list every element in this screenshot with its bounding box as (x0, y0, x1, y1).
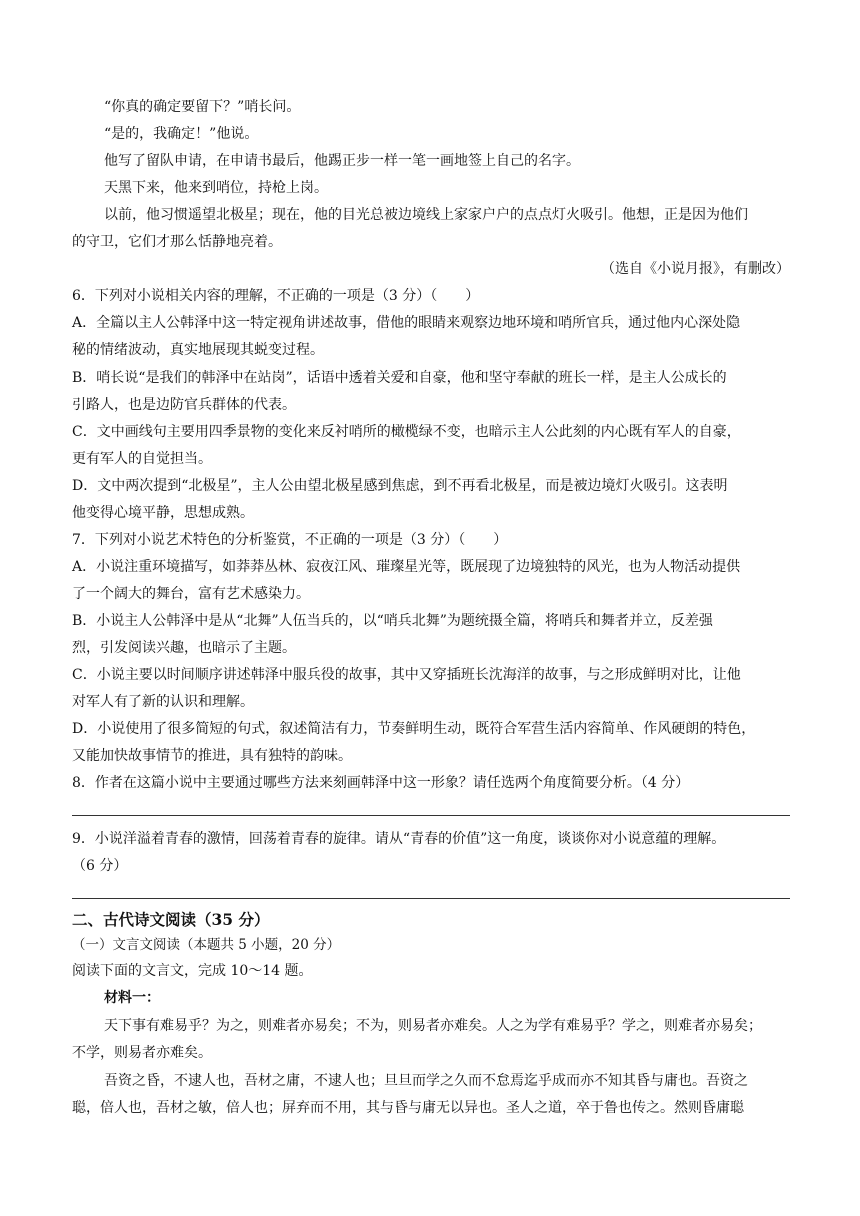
q6-stem: 6．下列对小说相关内容的理解，不正确的一项是（3 分）（ ） (72, 288, 480, 304)
q6-option-c-line1: C．文中画线句主要用四季景物的变化来反衬哨所的橄榄绿不变，也暗示主人公此刻的内心既有军人的自豪， (72, 424, 741, 440)
q8-stem: 8．作者在这篇小说中主要通过哪些方法来刻画韩泽中这一形象？请任选两个角度简要分析。（4 分） (72, 775, 690, 791)
q6-option-d-line2: 他变得心境平静，思想成熟。 (72, 505, 254, 521)
source-note: （选自《小说月报》，有删改） (601, 261, 790, 277)
q6-option-b-line1: B．哨长说“是我们的韩泽中在站岗”，话语中透着关爱和自豪，他和坚守奉献的班长一样，是主人公成长的 (72, 370, 727, 386)
story-line-5: 以前，他习惯遥望北极星；现在，他的目光总被边境线上家家户户的点点灯火吸引。他想，正是因为他们 (104, 207, 748, 223)
story-line-1: “你真的确定要留下？”哨长问。 (104, 99, 301, 115)
q6-option-b-line2: 引路人，也是边防官兵群体的代表。 (72, 397, 296, 413)
q7-option-a-line2: 了一个阔大的舞台，富有艺术感染力。 (72, 586, 310, 602)
story-line-2: “是的，我确定！”他说。 (104, 126, 259, 142)
story-line-4: 天黑下来，他来到哨位，持枪上岗。 (104, 180, 328, 196)
q7-option-a-line1: A．小说注重环境描写，如莽莽丛林、寂夜江风、璀璨星光等，既展现了边境独特的风光，也为人物活动提供 (72, 559, 741, 575)
story-line-6: 的守卫，它们才那么恬静地亮着。 (72, 234, 282, 250)
q9-stem-line2: （6 分） (72, 858, 128, 874)
answer-line-q9 (72, 898, 790, 899)
section-2-subtitle: （一）文言文阅读（本题共 5 小题，20 分） (72, 937, 341, 953)
q7-option-d-line1: D．小说使用了很多简短的句式，叙述简洁有力，节奏鲜明生动，既符合军营生活内容简单、作风硬朗的特色， (72, 721, 756, 737)
q7-option-d-line2: 又能加快故事情节的推进，具有独特的韵味。 (72, 748, 352, 764)
q7-option-c-line1: C．小说主要以时间顺序讲述韩泽中服兵役的故事，其中又穿插班长沈海洋的故事，与之形成鲜明对比，让他 (72, 667, 741, 683)
q6-option-a-line2: 秘的情绪波动，真实地展现其蜕变过程。 (72, 342, 324, 358)
material-1-para2-line2: 聪，倍人也，吾材之敏，倍人也；屏弃而不用，其与昏与庸无以异也。圣人之道，卒于鲁也传之。然则昏庸聪 (72, 1100, 744, 1116)
material-1-para1-line2: 不学，则易者亦难矣。 (72, 1045, 212, 1061)
q6-option-a-line1: A．全篇以主人公韩泽中这一特定视角讲述故事，借他的眼睛来观察边地环境和哨所官兵，通过他内心深处隐 (72, 315, 741, 331)
q9-stem-line1: 9．小说洋溢着青春的激情，回荡着青春的旋律。请从“青春的价值”这一角度，谈谈你对小说意蕴的理解。 (72, 831, 726, 847)
q7-option-b-line2: 烈，引发阅读兴趣，也暗示了主题。 (72, 640, 296, 656)
section-2-instructions: 阅读下面的文言文，完成 10～14 题。 (72, 963, 313, 979)
q7-stem: 7．下列对小说艺术特色的分析鉴赏，不正确的一项是（3 分）（ ） (72, 532, 508, 548)
q6-option-c-line2: 更有军人的自觉担当。 (72, 451, 212, 467)
material-1-para1-line1: 天下事有难易乎？为之，则难者亦易矣；不为，则易者亦难矣。人之为学有难易乎？学之，则难者亦易矣； (104, 1018, 762, 1034)
answer-line-q8 (72, 815, 790, 816)
section-2-title: 二、古代诗文阅读（35 分） (72, 910, 270, 929)
q7-option-c-line2: 对军人有了新的认识和理解。 (72, 694, 254, 710)
story-line-3: 他写了留队申请，在申请书最后，他踢正步一样一笔一画地签上自己的名字。 (104, 153, 580, 169)
material-1-para2-line1: 吾资之昏，不逮人也，吾材之庸，不逮人也；旦旦而学之久而不怠焉迄乎成而亦不知其昏与庸也。吾资之 (104, 1073, 748, 1089)
q6-option-d-line1: D．文中两次提到“北极星”，主人公由望北极星感到焦虑，到不再看北极星，而是被边境灯火吸引。这表明 (72, 478, 728, 494)
q7-option-b-line1: B．小说主人公韩泽中是从“北舞”人伍当兵的，以“哨兵北舞”为题统摄全篇，将哨兵和舞者并立，反差强 (72, 613, 713, 629)
material-1-label: 材料一： (104, 990, 160, 1006)
